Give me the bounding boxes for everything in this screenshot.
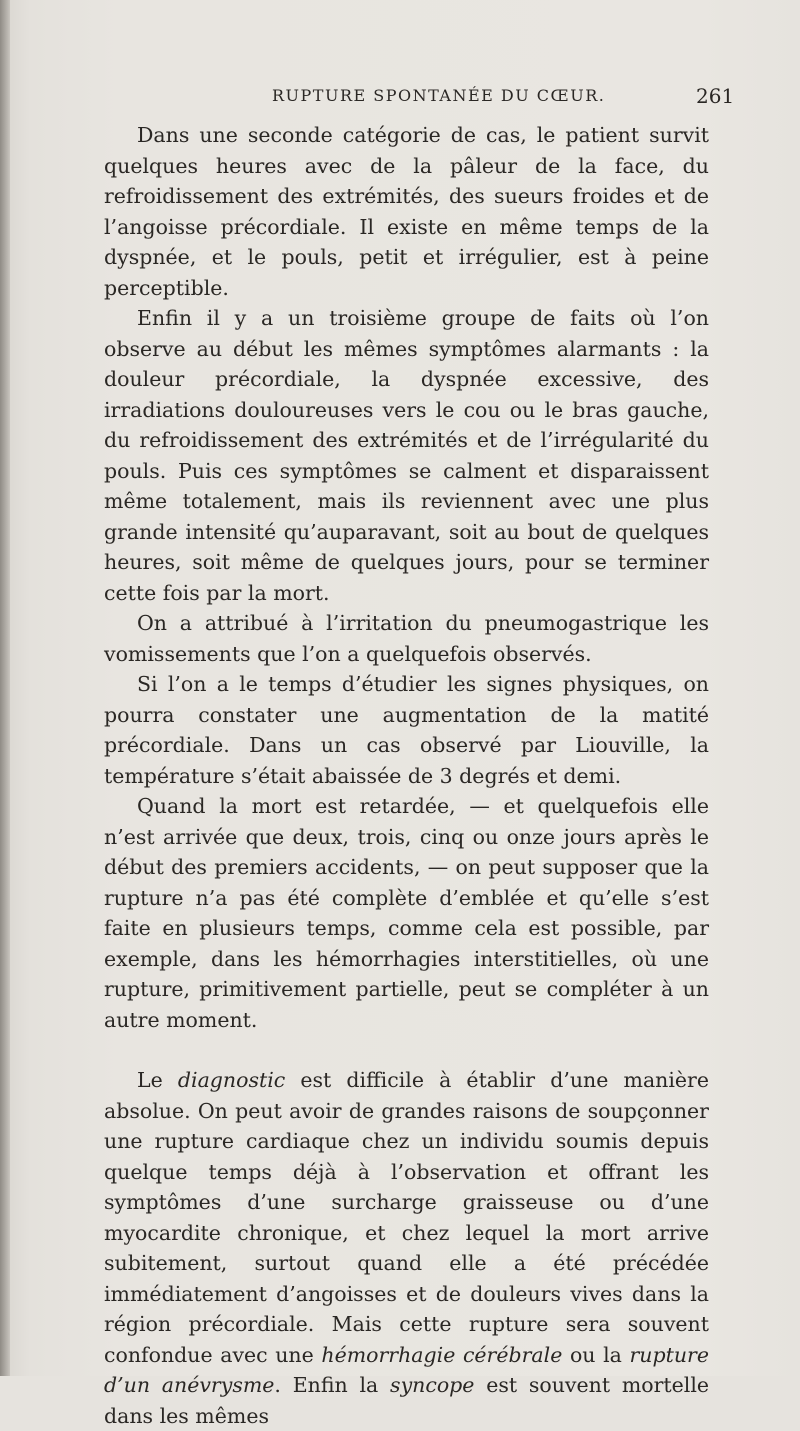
diagnostic-text-2: ou la (569, 1342, 622, 1367)
paragraph-delayed-death: Quand la mort est retardée, — et quelquefois elle n’est arrivée que deux, trois, cinq ou onze jours après le début des premiers accidents, — on peut supposer que la rupture n’a pas été complète d’emblée et qu’elle s’est faite en plusieurs temps, comme cela est possible, par exemple, dans les hémorrhagies interstitielles, où une rupture, primitivement partielle, peut se compléter à un autre moment. (104, 794, 709, 1032)
term-diagnostic: diagnostic (177, 1068, 286, 1092)
diagnostic-text-1: est difficile à établir d’une manière absolue. On peut avoir de grandes raisons de soupçonner une rupture cardiaque chez un individu soumis depuis quelque temps déjà à l’observation et offrant les symptômes d’une surcharge graisseuse ou d’une myocardite chronique, et chez lequel la mort arrive subitement, surtout quand elle a été précédée immédiatement d’angoisses et de douleurs vives dans la région précordiale. Mais cette rupture sera souvent confondue avec une (104, 1068, 709, 1367)
term-syncope: syncope (390, 1373, 475, 1397)
paragraph-second-category: Dans une seconde catégorie de cas, le patient survit quelques heures avec de la pâleur de la face, du refroidissement des extrémités, des sueurs froides et de l’angoisse précordiale. Il existe en même temps de la dyspnée, et le pouls, petit et irrégulier, est à peine perceptible. (104, 123, 709, 300)
running-title: RUPTURE SPONTANÉE DU CŒUR. (272, 86, 606, 105)
diagnostic-text-4: est souvent mortelle dans les mêmes (104, 1373, 710, 1428)
term-rupture-anevrysme: rupture d’un anévrysme (104, 1342, 709, 1397)
binding-edge (0, 0, 10, 1376)
diagnostic-text-3: . Enfin la (274, 1373, 379, 1397)
page-number: 261 (696, 84, 735, 108)
term-hemorrhagie-cerebrale: hémorrhagie cérébrale (321, 1342, 563, 1367)
paragraph-third-group: Enfin il y a un troisième groupe de faits où l’on observe au début les mêmes symptômes alarmants : la douleur précordiale, la dyspnée excessive, des irradiations douloureuses vers le cou ou le bras gauche, du refroidissement des extrémités et de l’irrégularité du pouls. Puis ces symptômes se calment et disparaissent même totalement, mais ils reviennent avec une plus grande intensité qu’auparavant, soit au bout de quelques heures, soit même de quelques jours, pour se terminer cette fois par la mort. (104, 306, 709, 605)
paragraph-diagnostic (104, 1065, 709, 1431)
page-header (0, 86, 800, 116)
body-text (104, 120, 709, 1431)
paragraph-vomiting: On a attribué à l’irritation du pneumogastrique les vomissements que l’on a quelquefois observés. (104, 611, 709, 666)
paragraph-physical-signs: Si l’on a le temps d’étudier les signes physiques, on pourra constater une augmentation de la matité précordiale. Dans un cas observé par Liouville, la température s’était abaissée de 3 degrés et demi. (104, 672, 709, 788)
diagnostic-le: Le (137, 1068, 163, 1092)
